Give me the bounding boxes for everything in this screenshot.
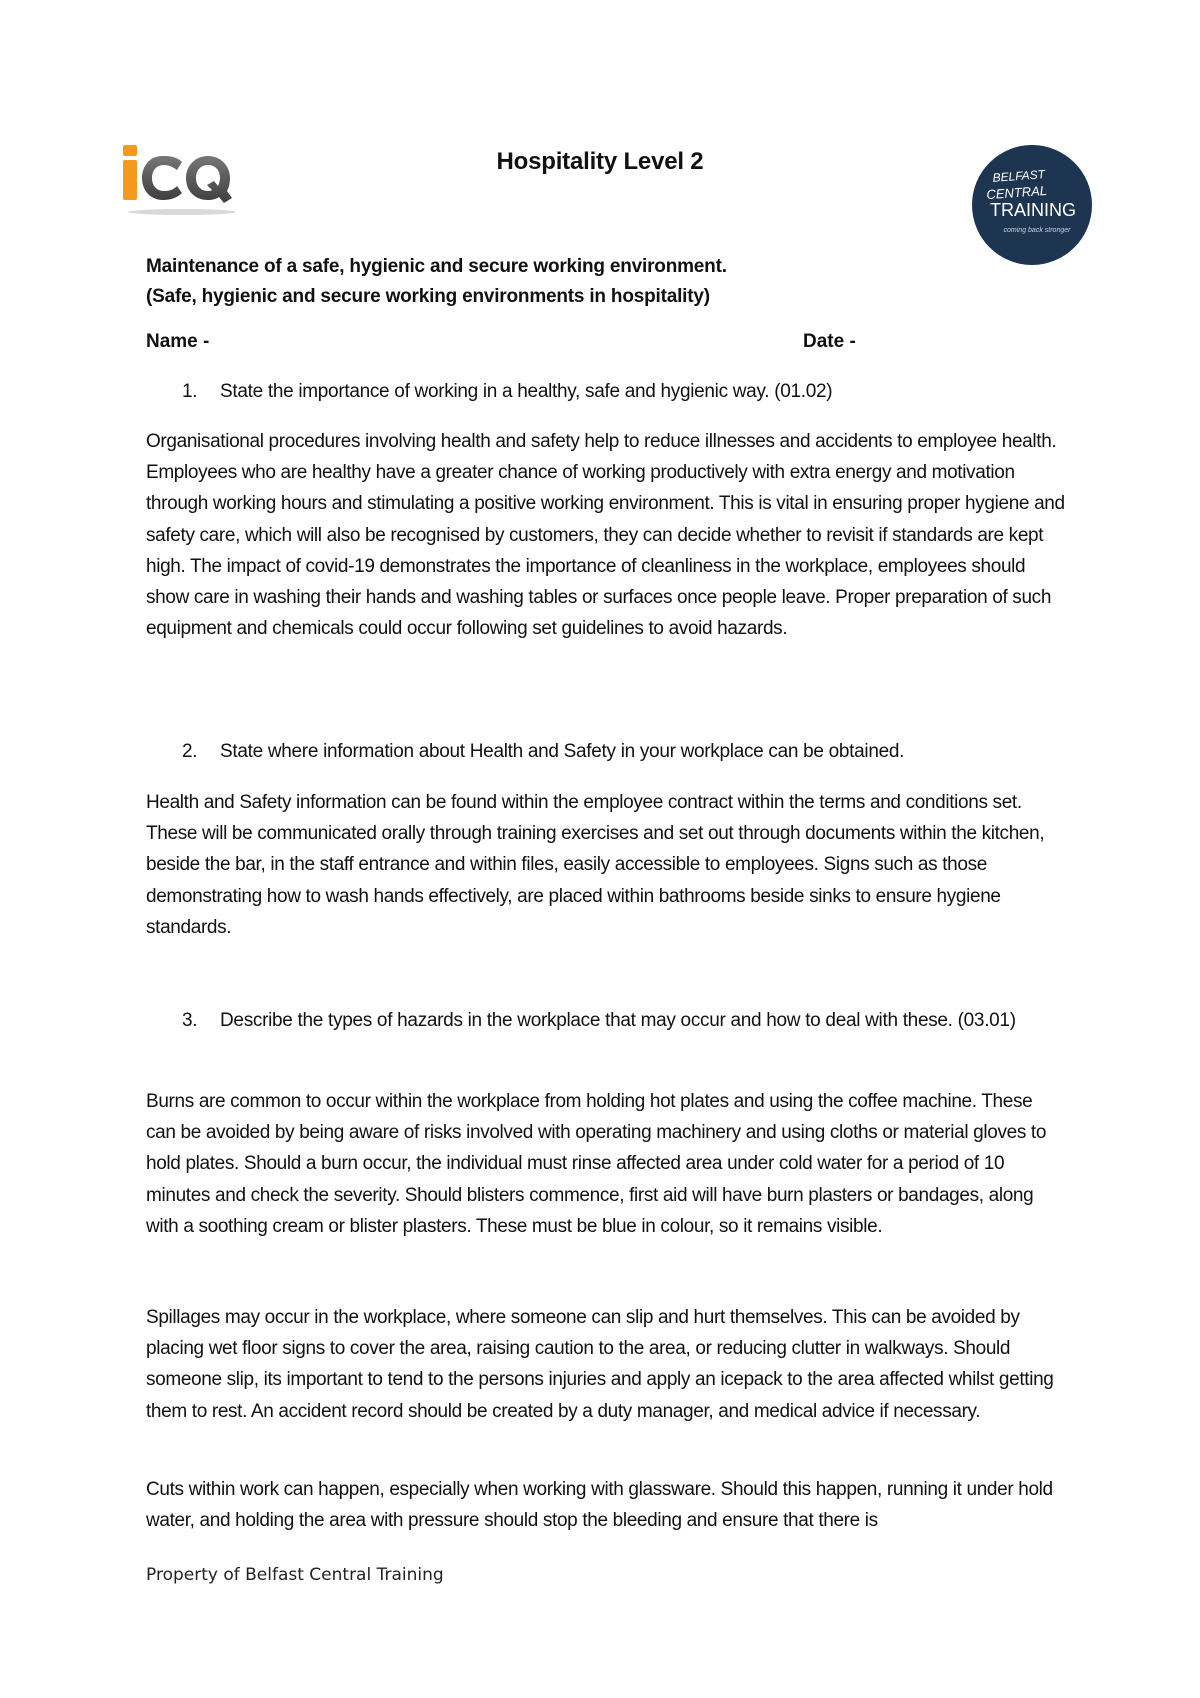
answer-paragraph: Cuts within work can happen, especially when working with glassware. Should this happen, running it under hold water, and holding the area with pressure should stop the bleeding and ensure that there is — [146, 1479, 1053, 1532]
answer-paragraph: Health and Safety information can be found within the employee contract within the terms and conditions set. These will be communicated orally through training exercises and set out through documents within the kitchen, beside the bar, in the staff entrance and within files, easily accessible to employees. Signs such as those demonstrating how to wash hands effectively, are placed within bathrooms beside sinks to ensure hygiene standards. — [146, 792, 1045, 938]
bct-logo-line1: BELFAST — [992, 167, 1046, 185]
question-1 — [182, 376, 1062, 407]
belfast-central-training-logo — [971, 144, 1093, 266]
question-text: State the importance of working in a healthy, safe and hygienic way. (01.02) — [220, 381, 833, 402]
answer-paragraph: Organisational procedures involving health and safety help to reduce illnesses and accidents to employee health. Employees who are healthy have a greater chance of working productively with extra energy and motivation through working hours and stimulating a positive working environment. This is vital in ensuring proper hygiene and safety care, which will also be recognised by customers, they can decide whether to revisit if standards are kept high. The impact of covid-19 demonstrates the importance of cleanliness in the workplace, employees should show care in washing their hands and washing tables or surfaces once people leave. Proper preparation of such equipment and chemicals could occur following set guidelines to avoid hazards. — [146, 431, 1065, 640]
unit-subtitle — [146, 252, 727, 312]
document-title: Hospitality Level 2 — [496, 148, 704, 175]
question-number: 1. — [182, 381, 198, 402]
bct-logo-tagline: coming back stronger — [1003, 227, 1071, 234]
question-text: Describe the types of hazards in the workplace that may occur and how to deal with these. (03.01) — [220, 1010, 1016, 1031]
question-number: 3. — [182, 1010, 198, 1031]
unit-subtitle-paren: (Safe, hygienic and secure working environments in hospitality) — [146, 286, 710, 307]
bct-logo-line3: TRAINING — [989, 200, 1077, 220]
date-label: Date - — [803, 331, 856, 352]
answer-paragraph: Burns are common to occur within the workplace from holding hot plates and using the coffee machine. These can be avoided by being aware of risks involved with operating machinery and using cloths or material gloves to hold plates. Should a burn occur, the individual must rinse affected area under cold water for a period of 10 minutes and check the severity. Should blisters commence, first aid will have burn plasters or bandages, along with a soothing cream or blister plasters. These must be blue in colour, so it remains visible. — [146, 1091, 1047, 1237]
question-3 — [182, 1005, 1032, 1036]
question-2 — [182, 736, 1062, 767]
question-number: 2. — [182, 741, 198, 762]
name-label: Name - — [146, 331, 210, 352]
unit-title: Maintenance of a safe, hygienic and secure working environment. — [146, 256, 727, 277]
answer-paragraph: Spillages may occur in the workplace, where someone can slip and hurt themselves. This can be avoided by placing wet floor signs to cover the area, raising caution to the area, or reducing clutter in walkways. Should someone slip, its important to tend to the persons injuries and apply an icepack to the area affected whilst getting them to rest. An accident record should be created by a duty manager, and medical advice if necessary. — [146, 1307, 1054, 1422]
bct-logo-line2: CENTRAL — [985, 182, 1048, 203]
page-footer: Property of Belfast Central Training — [146, 1565, 444, 1585]
question-text: State where information about Health and Safety in your workplace can be obtained. — [220, 741, 905, 762]
